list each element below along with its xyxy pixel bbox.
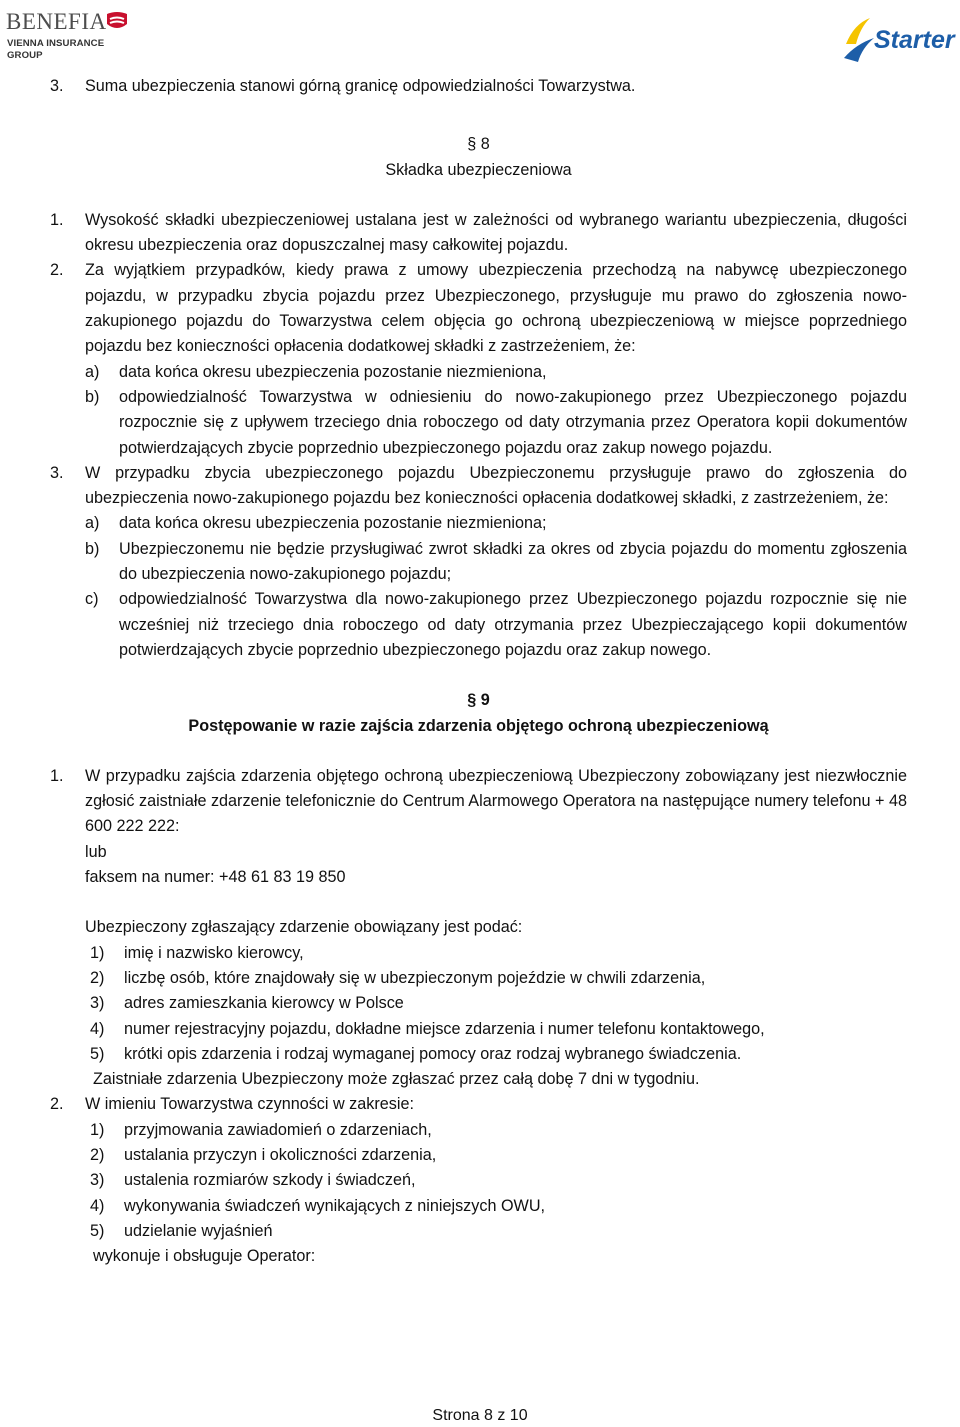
benefia-logo-subtitle: VIENNA INSURANCE GROUP xyxy=(7,38,105,61)
list-number: 4) xyxy=(90,1019,105,1038)
list-text: wykonywania świadczeń wynikających z niniejszych OWU, xyxy=(124,1196,546,1215)
page-footer xyxy=(0,1407,960,1425)
report-intro: Ubezpieczony zgłaszający zdarzenie obowiązany jest podać: xyxy=(85,918,523,937)
report-list-item xyxy=(50,1042,907,1067)
s8-item-2-sub-a xyxy=(50,360,907,385)
item-number: 1. xyxy=(50,766,64,785)
list-text: imię i nazwisko kierowcy, xyxy=(124,943,304,962)
report-closing: Zaistniałe zdarzenia Ubezpieczony może zgłaszać przez całą dobę 7 dni w tygodniu. xyxy=(93,1070,700,1089)
item-number: 2. xyxy=(50,1095,64,1114)
scope-list-item xyxy=(50,1118,907,1143)
scope-list-item xyxy=(50,1194,907,1219)
list-number: 3) xyxy=(90,1171,105,1190)
footer-separator: z xyxy=(497,1407,506,1424)
list-number: 2) xyxy=(90,968,105,987)
item-number: 1. xyxy=(50,210,64,229)
list-number: 2) xyxy=(90,1145,105,1164)
s8-item-3 xyxy=(50,461,907,512)
list-number: 3) xyxy=(90,994,105,1013)
scope-list-item xyxy=(50,1143,907,1168)
starter-logo-text: Starter xyxy=(874,26,955,54)
section-9-number: § 9 xyxy=(467,691,490,710)
list-text: liczbę osób, które znajdowały się w ubezpieczonym pojeździe w chwili zdarzenia, xyxy=(124,968,706,987)
item-number: 3. xyxy=(50,463,64,482)
sub-letter: a) xyxy=(85,362,100,381)
list-number: 1) xyxy=(90,1120,105,1139)
list-number: 5) xyxy=(90,1044,105,1063)
footer-total-pages: 10 xyxy=(509,1407,528,1424)
scope-list-item xyxy=(50,1168,907,1193)
item-text: W przypadku zbycia ubezpieczonego pojazdu Ubezpieczonemu przysługuje prawo do zgłoszenia do ubezpieczenia nowo-zakupionego pojazdu bez konieczności opłacenia dodatkowej składki, z zastrzeżeniem, że: xyxy=(85,463,907,508)
item-number: 2. xyxy=(50,261,64,280)
item-text: W przypadku zajścia zdarzenia objętego ochroną ubezpieczeniową Ubezpieczony zobowiązany jest niezwłocznie zgłosić zaistniałe zdarzenie telefonicznie do Centrum Alarmowego Operatora na następujące numery telefonu + 48 600 222 222: xyxy=(85,766,907,836)
list-text: numer rejestracyjny pojazdu, dokładne miejsce zdarzenia i numer telefonu kontaktowego, xyxy=(124,1019,765,1038)
item-number: 3. xyxy=(50,77,64,95)
sub-text: odpowiedzialność Towarzystwa w odniesieniu do nowo-zakupionego przez Ubezpieczonego pojazdu rozpocznie się z upływem trzeciego dnia roboczego od daty otrzymania przez Operatora kopii dokumentów potwierdzających zbycie poprzednio ubezpieczonego pojazdu oraz zakup nowego pojazdu. xyxy=(119,387,907,457)
sub-text: data końca okresu ubezpieczenia pozostanie niezmieniona; xyxy=(119,514,547,533)
report-list-item xyxy=(50,991,907,1016)
document-body xyxy=(50,74,907,1269)
starter-logo xyxy=(838,14,960,66)
list-text: adres zamieszkania kierowcy w Polsce xyxy=(124,994,404,1013)
s8-item-3-sub-b xyxy=(50,537,907,588)
benefia-flag-icon xyxy=(105,10,129,34)
s8-item-2 xyxy=(50,258,907,359)
list-text: krótki opis zdarzenia i rodzaj wymaganej pomocy oraz rodzaj wybranego świadczenia. xyxy=(124,1044,742,1063)
list-text: udzielanie wyjaśnień xyxy=(124,1221,273,1240)
benefia-logo xyxy=(6,8,128,61)
section-8-title: Składka ubezpieczeniowa xyxy=(385,160,572,179)
footer-prefix: Strona xyxy=(432,1407,480,1424)
s8-item-2-sub-b xyxy=(50,385,907,461)
list-text: przyjmowania zawiadomień o zdarzeniach, xyxy=(124,1120,432,1139)
report-list-item xyxy=(50,1017,907,1042)
item-text: Suma ubezpieczenia stanowi górną granicę odpowiedzialności Towarzystwa. xyxy=(85,77,636,95)
item-text: Za wyjątkiem przypadków, kiedy prawa z umowy ubezpieczenia przechodzą na nabywcę ubezpieczonego pojazdu, w przypadku zbycia pojazdu przez Ubezpieczonego, przysługuje mu prawo do zgłoszenia nowo-zakupionego pojazdu do Towarzystwa celem objęcia go ochroną ubezpieczeniową w miejsce poprzedniego pojazdu bez konieczności opłacenia dodatkowej składki z zastrzeżeniem, że: xyxy=(85,261,907,356)
or-text: lub xyxy=(85,842,107,861)
sub-letter: c) xyxy=(85,590,99,609)
scope-list-item xyxy=(50,1219,907,1244)
item-text: Wysokość składki ubezpieczeniowej ustalana jest w zależności od wybranego wariantu ubezpieczenia, długości okresu ubezpieczenia oraz dopuszczalnej masy całkowitej pojazdu. xyxy=(85,210,907,255)
section-8-number: § 8 xyxy=(467,135,490,154)
sub-text: odpowiedzialność Towarzystwa dla nowo-zakupionego przez Ubezpieczonego pojazdu rozpocznie się nie wcześniej niż trzeciego dnia roboczego od daty otrzymania przez Ubezpieczającego kopii dokumentów potwierdzających zbycie poprzednio ubezpieczonego pojazdu oraz zakup nowego. xyxy=(119,590,907,659)
s8-item-1 xyxy=(50,208,907,259)
page-header xyxy=(0,0,960,70)
report-list-item xyxy=(50,966,907,991)
sub-letter: b) xyxy=(85,539,100,558)
sub-text: data końca okresu ubezpieczenia pozostanie niezmieniona, xyxy=(119,362,547,381)
sub-letter: a) xyxy=(85,514,100,533)
footer-page-number: 8 xyxy=(483,1407,493,1424)
list-text: ustalania przyczyn i okoliczności zdarzenia, xyxy=(124,1145,437,1164)
list-number: 5) xyxy=(90,1221,105,1240)
benefia-logo-name: BENEFIA xyxy=(6,9,107,34)
list-number: 4) xyxy=(90,1196,105,1215)
s8-item-3-sub-c xyxy=(50,587,907,663)
top-item xyxy=(50,74,907,99)
report-list-item xyxy=(50,941,907,966)
fax-text: faksem na numer: +48 61 83 19 850 xyxy=(85,868,346,887)
scope-closing: wykonuje i obsługuje Operator: xyxy=(93,1247,316,1266)
item-text: W imieniu Towarzystwa czynności w zakresie: xyxy=(85,1095,414,1114)
section-9-title: Postępowanie w razie zajścia zdarzenia objętego ochroną ubezpieczeniową xyxy=(188,716,769,735)
list-text: ustalenia rozmiarów szkody i świadczeń, xyxy=(124,1171,416,1190)
sub-text: Ubezpieczonemu nie będzie przysługiwać zwrot składki za okres od zbycia pojazdu do momentu zgłoszenia do ubezpieczenia nowo-zakupionego pojazdu; xyxy=(119,539,907,584)
s8-item-3-sub-a xyxy=(50,511,907,536)
s9-item-2 xyxy=(50,1092,907,1117)
list-number: 1) xyxy=(90,943,105,962)
sub-letter: b) xyxy=(85,387,100,406)
s9-item-1 xyxy=(50,764,907,840)
